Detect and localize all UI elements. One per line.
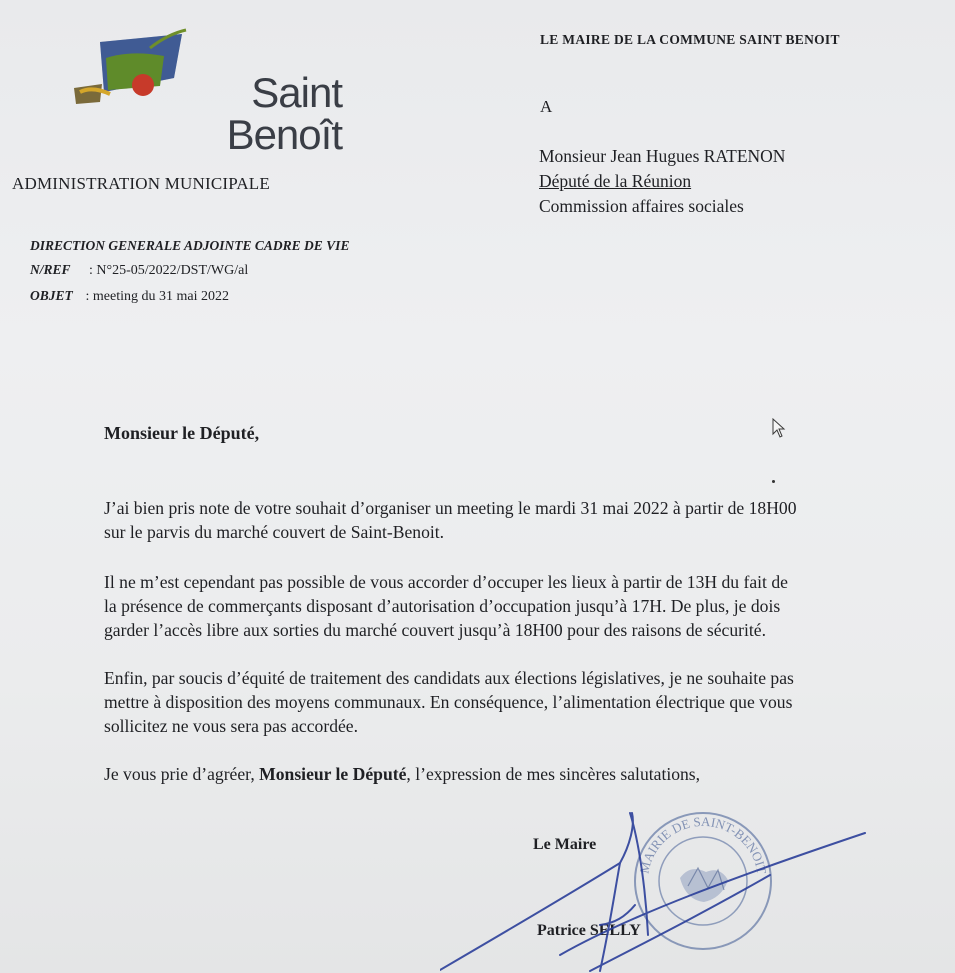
recipient-role: Député de la Réunion	[539, 171, 692, 191]
department-heading: ADMINISTRATION MUNICIPALE	[12, 174, 270, 193]
ref-label: N/REF	[30, 262, 71, 277]
paragraph-2	[104, 570, 934, 642]
object-value: : meeting du 31 mai 2022	[85, 289, 229, 304]
handwritten-signature-icon	[440, 805, 870, 973]
logo-text-benoit: Benoît	[226, 111, 342, 158]
ref-value: : N°25-05/2022/DST/WG/al	[89, 263, 249, 278]
paragraph-2-line-3: garder l’accès libre aux sorties du marché couvert jusqu’à 18H00 pour des raisons de sécurité.	[104, 620, 766, 640]
paragraph-1-line-1: J’ai bien pris note de votre souhait d’organiser un meeting le mardi 31 mai 2022 à partir de 18H00	[104, 498, 797, 518]
signatory-title: Le Maire	[533, 836, 597, 853]
signatory-name: Patrice SELLY	[537, 922, 641, 939]
paragraph-3-line-1: Enfin, par soucis d’équité de traitement des candidats aux élections législatives, je ne souhaite pas	[104, 668, 794, 688]
closing-line	[104, 762, 934, 786]
paragraph-1	[104, 496, 934, 544]
recipient-prefix: A	[540, 97, 553, 116]
recipient-committee: Commission affaires sociales	[539, 196, 744, 216]
svg-text:MAIRIE DE SAINT-BENOIT: MAIRIE DE SAINT-BENOIT	[636, 813, 770, 876]
saint-benoit-logo	[70, 28, 342, 158]
closing-prefix: Je vous prie d’agréer,	[104, 764, 260, 784]
paragraph-2-line-1: Il ne m’est cependant pas possible de vous accorder d’occuper les lieux à partir de 13H du fait de	[104, 572, 788, 592]
direction-label: DIRECTION GENERALE ADJOINTE CADRE DE VIE	[30, 238, 350, 253]
paragraph-3-line-3: sollicitez ne vous sera pas accordée.	[104, 716, 359, 736]
object-line	[30, 288, 229, 305]
closing-bold: Monsieur le Député	[259, 764, 407, 784]
closing-suffix: , l’expression de mes sincères salutations,	[406, 764, 701, 784]
object-label: OBJET	[30, 288, 73, 303]
paragraph-3-line-2: mettre à disposition des moyens communaux. En conséquence, l’alimentation électrique que vous	[104, 692, 793, 712]
paragraph-3	[104, 666, 934, 738]
recipient-name: Monsieur Jean Hugues RATENON	[539, 146, 786, 166]
ref-line	[30, 262, 248, 279]
paragraph-2-line-2: la présence de commerçants disposant d’autorisation d’occupation jusqu’à 17H. De plus, je dois	[104, 596, 781, 616]
paragraph-1-line-2: sur le parvis du marché couvert de Saint-Benoit.	[104, 522, 445, 542]
speck-mark	[772, 480, 775, 483]
sender-title: LE MAIRE DE LA COMMUNE SAINT BENOIT	[540, 32, 840, 47]
mouse-pointer-icon	[772, 418, 786, 440]
salutation: Monsieur le Député,	[104, 423, 260, 443]
logo-text-saint: Saint	[251, 69, 342, 116]
